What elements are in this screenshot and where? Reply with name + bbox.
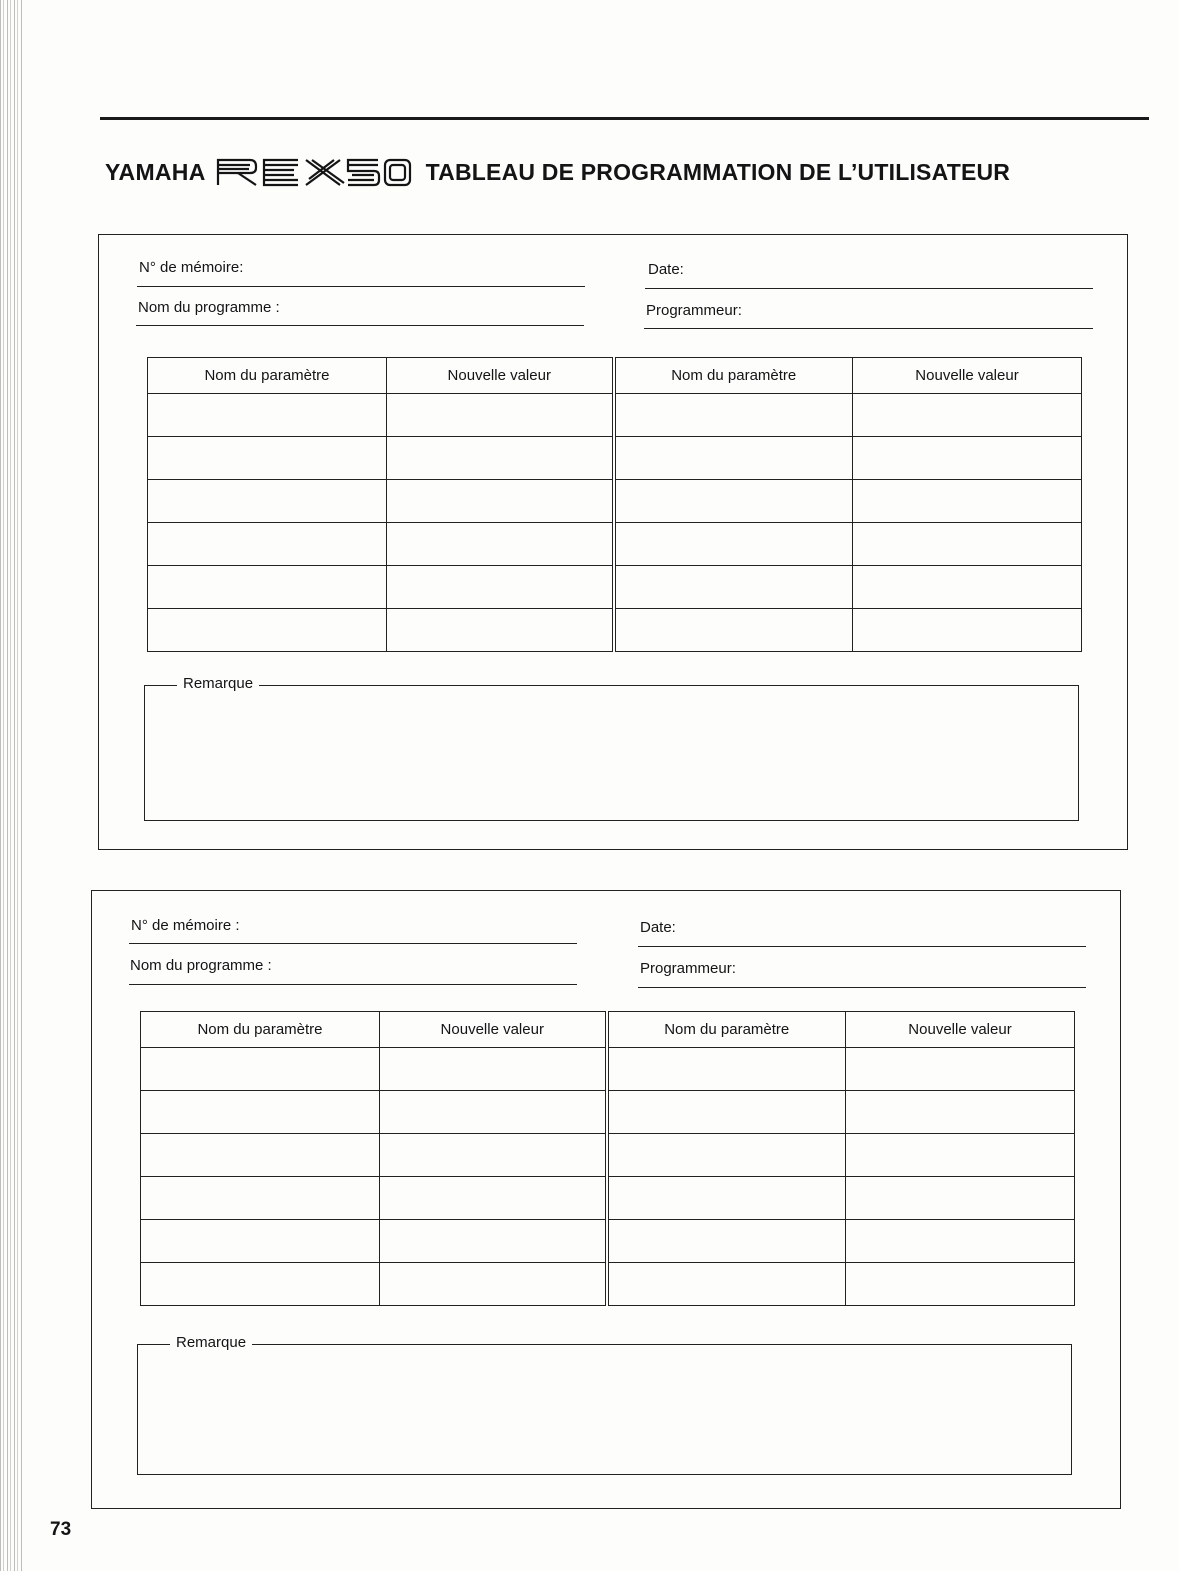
table-cell[interactable] xyxy=(853,480,1082,523)
table-row xyxy=(148,523,1082,566)
table-cell[interactable] xyxy=(141,1134,380,1177)
table-row xyxy=(141,1134,1075,1177)
date-label: Date: xyxy=(640,919,676,936)
brand-name: YAMAHA xyxy=(105,158,206,185)
memory-number-field[interactable] xyxy=(129,943,577,944)
table-row xyxy=(141,1091,1075,1134)
table-row xyxy=(141,1263,1075,1306)
table-cell[interactable] xyxy=(387,566,614,609)
program-name-field[interactable] xyxy=(136,325,584,326)
table-row xyxy=(141,1177,1075,1220)
table-cell[interactable] xyxy=(607,1263,846,1306)
remark-label: Remarque xyxy=(170,1334,252,1351)
table-cell[interactable] xyxy=(853,437,1082,480)
table-row xyxy=(141,1220,1075,1263)
table-cell[interactable] xyxy=(614,437,853,480)
memory-number-label: N° de mémoire: xyxy=(139,259,244,276)
table-row xyxy=(148,609,1082,652)
table-cell[interactable] xyxy=(380,1134,607,1177)
table-cell[interactable] xyxy=(614,394,853,437)
table-cell[interactable] xyxy=(387,609,614,652)
table-cell[interactable] xyxy=(387,437,614,480)
table-row xyxy=(148,437,1082,480)
program-name-field[interactable] xyxy=(129,984,577,985)
date-field[interactable] xyxy=(645,288,1093,289)
memory-number-label: N° de mémoire : xyxy=(131,917,240,934)
program-name-label: Nom du programme : xyxy=(138,299,280,316)
table-cell[interactable] xyxy=(607,1220,846,1263)
column-header: Nouvelle valeur xyxy=(846,1012,1075,1048)
table-cell[interactable] xyxy=(141,1091,380,1134)
table-cell[interactable] xyxy=(614,609,853,652)
column-header: Nouvelle valeur xyxy=(387,358,614,394)
page-header xyxy=(105,150,1010,194)
remark-label: Remarque xyxy=(177,675,259,692)
table-cell[interactable] xyxy=(607,1177,846,1220)
table-cell[interactable] xyxy=(148,394,387,437)
table-cell[interactable] xyxy=(148,566,387,609)
table-cell[interactable] xyxy=(607,1134,846,1177)
table-cell[interactable] xyxy=(148,609,387,652)
page-number: 73 xyxy=(50,1519,72,1540)
table-cell[interactable] xyxy=(607,1048,846,1091)
programmer-label: Programmeur: xyxy=(640,960,736,977)
table-cell[interactable] xyxy=(380,1220,607,1263)
table-cell[interactable] xyxy=(380,1177,607,1220)
column-header: Nom du paramètre xyxy=(607,1012,846,1048)
table-cell[interactable] xyxy=(846,1091,1075,1134)
programmer-label: Programmeur: xyxy=(646,302,742,319)
table-cell[interactable] xyxy=(614,480,853,523)
table-cell[interactable] xyxy=(141,1263,380,1306)
column-header: Nom du paramètre xyxy=(614,358,853,394)
table-cell[interactable] xyxy=(141,1177,380,1220)
table-cell[interactable] xyxy=(380,1263,607,1306)
table-cell[interactable] xyxy=(846,1177,1075,1220)
program-sheet-2 xyxy=(91,890,1121,1509)
table-row xyxy=(148,566,1082,609)
column-header: Nom du paramètre xyxy=(141,1012,380,1048)
column-header: Nom du paramètre xyxy=(148,358,387,394)
date-label: Date: xyxy=(648,261,684,278)
table-cell[interactable] xyxy=(387,480,614,523)
table-cell[interactable] xyxy=(853,523,1082,566)
table-cell[interactable] xyxy=(614,523,853,566)
page-title: TABLEAU DE PROGRAMMATION DE L’UTILISATEUR xyxy=(425,158,1011,185)
programmer-field[interactable] xyxy=(638,987,1086,988)
table-cell[interactable] xyxy=(387,523,614,566)
table-cell[interactable] xyxy=(607,1091,846,1134)
table-cell[interactable] xyxy=(846,1134,1075,1177)
remark-box[interactable] xyxy=(137,1334,1072,1475)
table-header-row xyxy=(148,358,1082,394)
parameter-table xyxy=(147,357,1082,652)
table-header-row xyxy=(141,1012,1075,1048)
table-cell[interactable] xyxy=(853,609,1082,652)
table-cell[interactable] xyxy=(380,1091,607,1134)
program-name-label: Nom du programme : xyxy=(130,957,272,974)
programmer-field[interactable] xyxy=(644,328,1093,329)
date-field[interactable] xyxy=(638,946,1086,947)
memory-number-field[interactable] xyxy=(137,286,585,287)
column-header: Nouvelle valeur xyxy=(380,1012,607,1048)
table-cell[interactable] xyxy=(853,394,1082,437)
model-logo xyxy=(216,157,412,187)
table-cell[interactable] xyxy=(380,1048,607,1091)
column-header: Nouvelle valeur xyxy=(853,358,1082,394)
program-sheet-1 xyxy=(98,234,1128,850)
table-row xyxy=(141,1048,1075,1091)
top-rule xyxy=(100,117,1149,120)
remark-box[interactable] xyxy=(144,675,1079,821)
table-cell[interactable] xyxy=(148,437,387,480)
table-row xyxy=(148,480,1082,523)
table-cell[interactable] xyxy=(148,523,387,566)
table-cell[interactable] xyxy=(853,566,1082,609)
table-cell[interactable] xyxy=(387,394,614,437)
table-cell[interactable] xyxy=(846,1048,1075,1091)
table-cell[interactable] xyxy=(141,1220,380,1263)
table-cell[interactable] xyxy=(614,566,853,609)
table-cell[interactable] xyxy=(846,1220,1075,1263)
table-row xyxy=(148,394,1082,437)
binding-edge xyxy=(0,0,22,1571)
table-cell[interactable] xyxy=(846,1263,1075,1306)
table-cell[interactable] xyxy=(141,1048,380,1091)
parameter-table xyxy=(140,1011,1075,1306)
table-cell[interactable] xyxy=(148,480,387,523)
